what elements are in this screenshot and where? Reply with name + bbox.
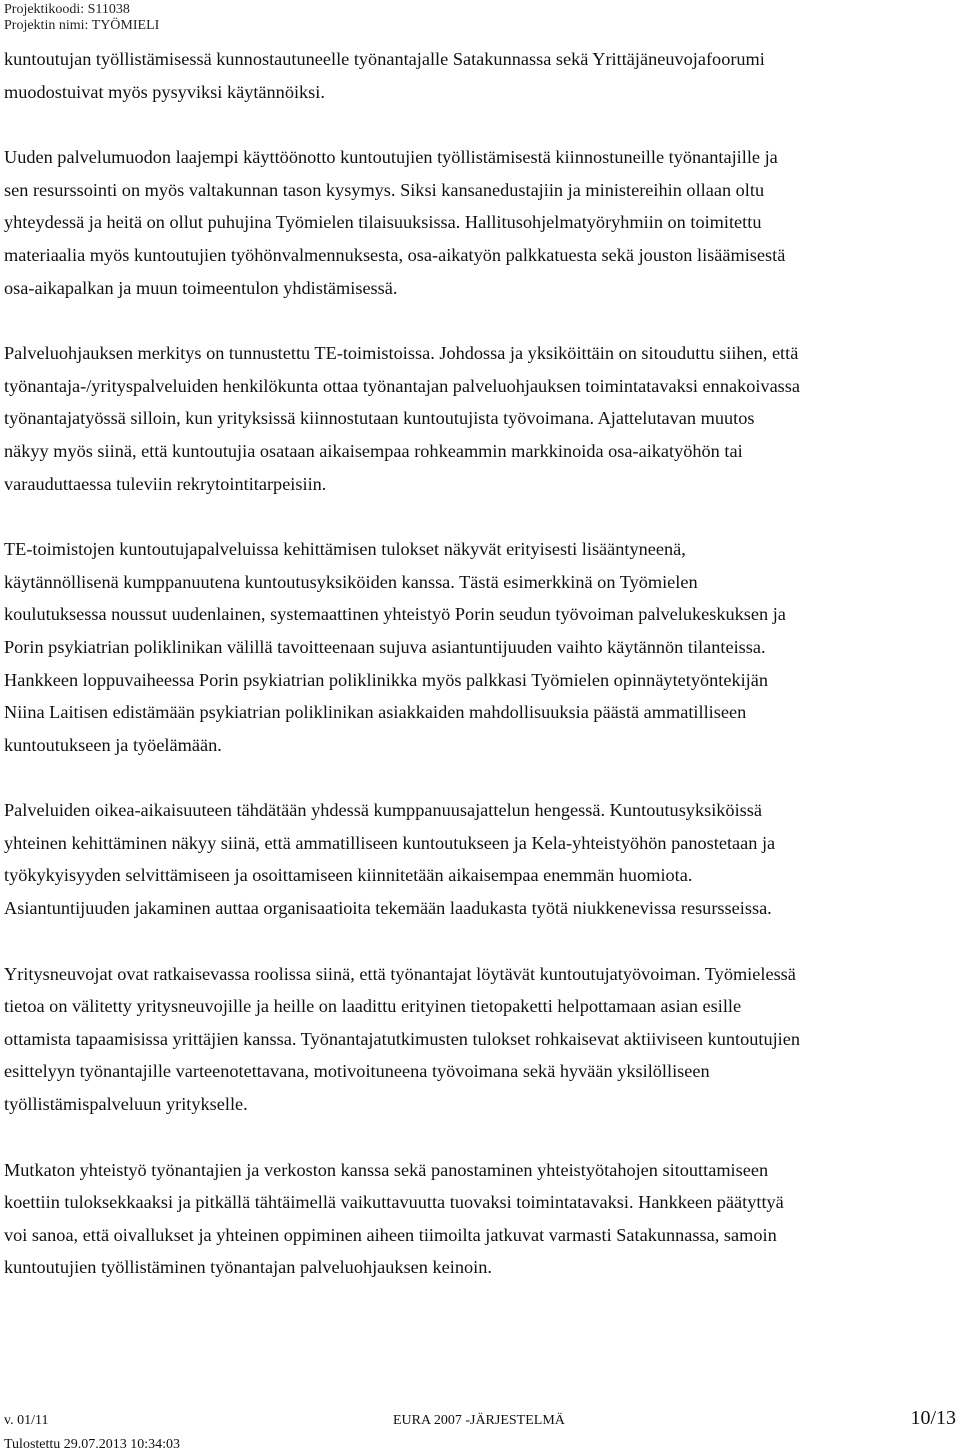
text-line: Palveluohjauksen merkitys on tunnustettu TE-toimistoissa. Johdossa ja yksiköittäin on sitouduttu siihen, että [4,343,799,364]
footer-version: v. 01/11 [4,1413,49,1428]
text-line: materiaalia myös kuntoutujien työhönvalmennuksesta, osa-aikatyön palkkatuesta sekä jouston lisäämisestä [4,244,786,265]
text-line: Yritysneuvojat ovat ratkaisevassa roolissa siinä, että työnantajat löytävät kuntoutujatyövoiman. Työmielessä [4,963,796,984]
text-line: työnantaja-/yrityspalveluiden henkilökunta ottaa työnantajan palveluohjauksen toimintatavaksi ennakoivassa [4,375,801,396]
text-line: Uuden palvelumuodon laajempi käyttöönotto kuntoutujien työllistämisestä kiinnostuneille työnantajille ja [4,147,778,168]
text-line: koulutuksessa noussut uudenlainen, systemaattinen yhteistyö Porin seudun työvoiman palvelukeskuksen ja [4,604,786,625]
paragraph-6 [4,958,956,1121]
text-line: kuntoutukseen ja työelämään. [4,734,222,755]
text-line: Palveluiden oikea-aikaisuuteen tähdätään yhdessä kumppanuusajattelun hengessä. Kuntoutusyksiköissä [4,800,762,821]
text-line: yhteydessä ja heitä on ollut puhujina Työmielen tilaisuuksissa. Hallitusohjelmatyöryhmiin on toimitettu [4,212,762,233]
paragraph-5 [4,794,956,924]
paragraph-4 [4,533,956,761]
project-code: Projektikoodi: S11038 [4,2,130,17]
text-line: näkyy myös siinä, että kuntoutujia osataan aikaisempaa rohkeammin markkinoida osa-aikatyöhön tai [4,440,743,461]
text-line: Mutkaton yhteistyö työnantajien ja verkoston kanssa sekä panostaminen yhteistyötahojen sitouttamiseen [4,1159,769,1180]
text-line: työllistämispalveluun yritykselle. [4,1094,248,1115]
paragraph-1 [4,43,956,108]
print-timestamp: Tulostettu 29.07.2013 10:34:03 [4,1437,181,1452]
text-line: osa-aikapalkan ja muun toimeentulon yhdistämisessä. [4,277,398,298]
text-line: varauduttaessa tuleviin rekrytointitarpeisiin. [4,473,327,494]
document-body [4,43,956,1317]
text-line: yhteinen kehittäminen näkyy siinä, että ammatilliseen kuntoutukseen ja Kela-yhteistyöhön panostetaan ja [4,832,776,853]
text-line: käytännöllisenä kumppanuutena kuntoutusyksiköiden kanssa. Tästä esimerkkinä on Työmielen [4,571,698,592]
paragraph-7 [4,1154,956,1284]
text-line: Hankkeen loppuvaiheessa Porin psykiatrian poliklinikka myös palkkasi Työmielen opinnäytetyöntekijän [4,669,769,690]
text-line: tietoa on välitetty yritysneuvojille ja heille on laadittu erityinen tietopaketti helpottamaan asian esille [4,996,742,1017]
text-line: Asiantuntijuuden jakaminen auttaa organisaatioita tekemään laadukasta työtä niukkenevissa resursseissa. [4,898,772,919]
text-line: Porin psykiatrian poliklinikan välillä tavoitteenaan sujuva asiantuntijuuden vaihto käytännön tilanteissa. [4,636,766,657]
footer-system-name: EURA 2007 -JÄRJESTELMÄ [393,1413,565,1428]
text-line: voi sanoa, että oivallukset ja yhteinen oppiminen aiheen tiimoilta jatkuvat varmasti Satakunnassa, samoin [4,1224,777,1245]
paragraph-2 [4,141,956,304]
text-line: kuntoutujien työllistäminen työnantajan palveluohjauksen keinoin. [4,1257,492,1278]
text-line: kuntoutujan työllistämisessä kunnostautuneelle työnantajalle Satakunnassa sekä Yrittäjäneuvojafoorumi [4,49,765,69]
text-line: Niina Laitisen edistämään psykiatrian poliklinikan asiakkaiden mahdollisuuksia päästä ammatilliseen [4,702,747,723]
paragraph-3 [4,337,956,500]
text-line: ottamista tapaamisissa yrittäjien kanssa. Työnantajatutkimusten tulokset rohkaisevat aktiiviseen kuntoutujien [4,1028,800,1049]
document-header [4,2,159,34]
text-line: koettiin tuloksekkaaksi ja pitkällä tähtäimellä vaikuttavuutta tuovaksi toimintatavaksi. Hankkeen päätyttyä [4,1192,784,1213]
text-line: työkykyisyyden selvittämiseen ja osoittamiseen kiinnitetään aikaisempaa enemmän huomiota. [4,865,693,886]
text-line: työnantajatyössä silloin, kun yrityksissä kiinnostutaan kuntoutujista työvoimana. Ajattelutavan muutos [4,408,755,429]
page-number: 10/13 [910,1407,956,1429]
text-line: esittelyyn työnantajille varteenotettavana, motivoituneena työvoimana sekä hyvään yksilölliseen [4,1061,710,1082]
text-line: sen resurssointi on myös valtakunnan tason kysymys. Siksi kansanedustajiin ja ministereihin ollaan oltu [4,179,765,200]
project-name: Projektin nimi: TYÖMIELI [4,18,160,33]
text-line: TE-toimistojen kuntoutujapalveluissa kehittämisen tulokset näkyvät erityisesti lisääntyneenä, [4,539,686,560]
text-line: muodostuivat myös pysyviksi käytännöiksi. [4,81,325,102]
